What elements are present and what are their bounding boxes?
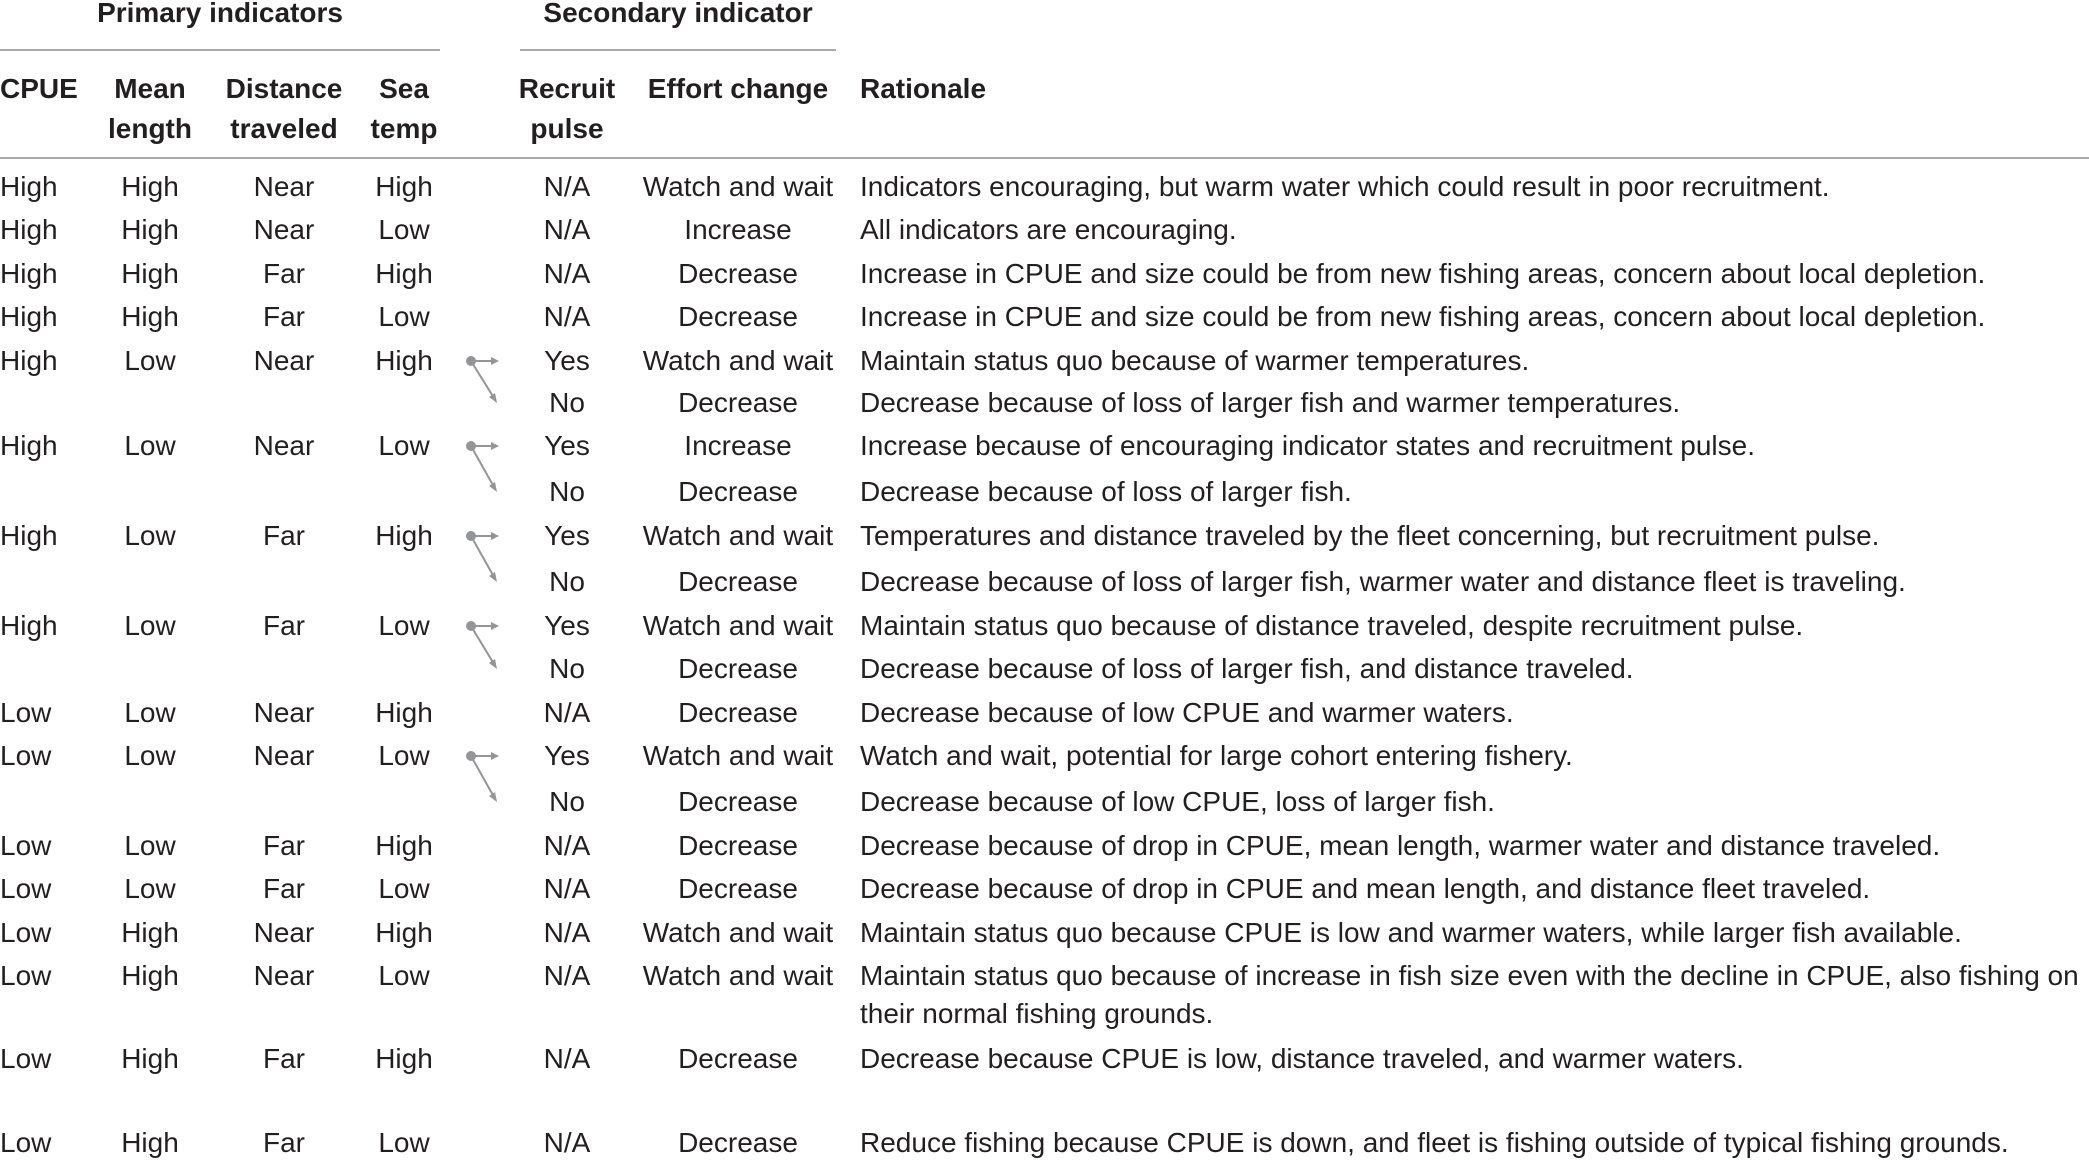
effort-change-cell: Watch and wait: [642, 610, 834, 641]
rationale-cell: Decrease because of low CPUE, loss of larger fish.: [860, 786, 1495, 817]
cpue-cell: Low: [0, 917, 52, 948]
sea-temp-cell: High: [375, 830, 433, 861]
group-rule-secondary: [520, 49, 836, 51]
rationale-cell: Maintain status quo because CPUE is low and warmer waters, while larger fish available.: [860, 917, 1962, 948]
cpue-cell: High: [0, 171, 58, 202]
distance-cell: Far: [263, 1127, 305, 1158]
effort-change-cell: Watch and wait: [642, 960, 834, 991]
cpue-cell: High: [0, 258, 58, 289]
recruit-pulse-cell: Yes: [544, 740, 590, 771]
cpue-cell: High: [0, 520, 58, 551]
mean-length-cell: Low: [124, 697, 176, 728]
effort-change-cell: Increase: [684, 214, 792, 245]
sea-temp-cell: High: [375, 697, 433, 728]
distance-cell: Near: [253, 171, 315, 202]
rationale-cell: Increase in CPUE and size could be from new fishing areas, concern about local depletion.: [860, 258, 1986, 289]
cpue-cell: High: [0, 214, 58, 245]
effort-change-cell: Decrease: [678, 653, 798, 684]
rationale-cell: Watch and wait, potential for large cohort entering fishery.: [860, 740, 1573, 771]
effort-change-cell: Decrease: [678, 476, 798, 507]
sea-temp-cell: Low: [378, 301, 430, 332]
effort-change-cell: Decrease: [678, 301, 798, 332]
rationale-cell: Decrease because of loss of larger fish and warmer temperatures.: [860, 387, 1681, 418]
effort-change-cell: Watch and wait: [642, 171, 834, 202]
distance-cell: Far: [263, 1043, 305, 1074]
cpue-cell: Low: [0, 697, 52, 728]
rationale-cell: Decrease because of loss of larger fish.: [860, 476, 1352, 507]
sea-temp-cell: Low: [378, 740, 430, 771]
distance-cell: Near: [253, 917, 315, 948]
column-header-sea-temp: Sea temp: [370, 73, 438, 144]
effort-change-cell: Decrease: [678, 1127, 798, 1158]
rationale-cell: Decrease because CPUE is low, distance traveled, and warmer waters.: [860, 1043, 1744, 1074]
recruit-pulse-cell: N/A: [543, 830, 591, 861]
branch-arrow-icon: [462, 353, 502, 411]
effort-change-cell: Decrease: [678, 258, 798, 289]
recruit-pulse-cell: N/A: [543, 214, 591, 245]
rationale-cell: Increase because of encouraging indicator states and recruitment pulse.: [860, 430, 1755, 461]
group-header-secondary: Secondary indicator: [543, 0, 813, 28]
branch-arrow-icon: [462, 618, 502, 677]
recruit-pulse-cell: Yes: [544, 430, 590, 461]
mean-length-cell: High: [121, 1043, 179, 1074]
distance-cell: Near: [253, 960, 315, 991]
mean-length-cell: Low: [124, 830, 176, 861]
cpue-cell: High: [0, 610, 58, 641]
branch-arrow-icon: [462, 438, 502, 500]
mean-length-cell: Low: [124, 520, 176, 551]
sea-temp-cell: High: [375, 1043, 433, 1074]
recruit-pulse-cell: Yes: [544, 610, 590, 641]
column-header-cpue: CPUE: [0, 73, 78, 104]
mean-length-cell: High: [121, 301, 179, 332]
column-header-effort-change: Effort change: [647, 73, 829, 104]
rationale-cell: Decrease because of drop in CPUE and mean length, and distance fleet traveled.: [860, 873, 1871, 904]
column-header-distance-traveled: Distance traveled: [225, 73, 343, 144]
sea-temp-cell: Low: [378, 1127, 430, 1158]
distance-cell: Far: [263, 301, 305, 332]
distance-cell: Near: [253, 430, 315, 461]
recruit-pulse-cell: N/A: [543, 697, 591, 728]
effort-change-cell: Increase: [684, 430, 792, 461]
recruit-pulse-cell: No: [549, 653, 585, 684]
rationale-cell: All indicators are encouraging.: [860, 214, 1237, 245]
column-header-rationale: Rationale: [860, 73, 987, 104]
sea-temp-cell: Low: [378, 873, 430, 904]
branch-arrow-icon: [462, 528, 502, 590]
distance-cell: Far: [263, 610, 305, 641]
effort-change-cell: Decrease: [678, 697, 798, 728]
effort-change-cell: Decrease: [678, 830, 798, 861]
mean-length-cell: High: [121, 917, 179, 948]
mean-length-cell: Low: [124, 873, 176, 904]
recruit-pulse-cell: N/A: [543, 917, 591, 948]
distance-cell: Far: [263, 873, 305, 904]
cpue-cell: Low: [0, 1127, 52, 1158]
recruit-pulse-cell: N/A: [543, 1127, 591, 1158]
rationale-cell: Decrease because of low CPUE and warmer waters.: [860, 697, 1514, 728]
sea-temp-cell: High: [375, 917, 433, 948]
recruit-pulse-cell: No: [549, 786, 585, 817]
column-header-recruit-pulse: Recruit pulse: [518, 73, 616, 144]
sea-temp-cell: High: [375, 258, 433, 289]
effort-change-cell: Watch and wait: [642, 345, 834, 376]
distance-cell: Near: [253, 345, 315, 376]
cpue-cell: High: [0, 430, 58, 461]
distance-cell: Far: [263, 830, 305, 861]
cpue-cell: Low: [0, 1043, 52, 1074]
recruit-pulse-cell: N/A: [543, 873, 591, 904]
distance-cell: Near: [253, 214, 315, 245]
effort-change-cell: Watch and wait: [642, 740, 834, 771]
effort-change-cell: Watch and wait: [642, 917, 834, 948]
cpue-cell: Low: [0, 830, 52, 861]
sea-temp-cell: High: [375, 520, 433, 551]
distance-cell: Near: [253, 740, 315, 771]
effort-change-cell: Decrease: [678, 566, 798, 597]
recruit-pulse-cell: No: [549, 476, 585, 507]
rationale-cell: Increase in CPUE and size could be from new fishing areas, concern about local depletion.: [860, 301, 1986, 332]
distance-cell: Far: [263, 258, 305, 289]
cpue-cell: High: [0, 345, 58, 376]
sea-temp-cell: High: [375, 345, 433, 376]
recruit-pulse-cell: No: [549, 387, 585, 418]
group-rule-primary: [0, 49, 440, 51]
rationale-cell: Indicators encouraging, but warm water which could result in poor recruitment.: [860, 171, 1830, 202]
sea-temp-cell: High: [375, 171, 433, 202]
sea-temp-cell: Low: [378, 430, 430, 461]
sea-temp-cell: Low: [378, 610, 430, 641]
cpue-cell: Low: [0, 740, 52, 771]
recruit-pulse-cell: N/A: [543, 171, 591, 202]
mean-length-cell: Low: [124, 430, 176, 461]
mean-length-cell: High: [121, 214, 179, 245]
recruit-pulse-cell: N/A: [543, 301, 591, 332]
recruit-pulse-cell: No: [549, 566, 585, 597]
distance-cell: Near: [253, 697, 315, 728]
header-rule: [0, 157, 2089, 159]
mean-length-cell: Low: [124, 610, 176, 641]
recruit-pulse-cell: N/A: [543, 1043, 591, 1074]
rationale-cell: Reduce fishing because CPUE is down, and fleet is fishing outside of typical fishing grounds.: [860, 1127, 2009, 1158]
mean-length-cell: High: [121, 1127, 179, 1158]
rationale-cell: Temperatures and distance traveled by the fleet concerning, but recruitment pulse.: [860, 520, 1880, 551]
recruit-pulse-cell: N/A: [543, 258, 591, 289]
rationale-cell: Maintain status quo because of increase in fish size even with the decline in CPUE, also fishing on their normal fishing grounds.: [860, 960, 2079, 1029]
effort-change-cell: Decrease: [678, 387, 798, 418]
mean-length-cell: High: [121, 960, 179, 991]
rationale-cell: Decrease because of loss of larger fish, warmer water and distance fleet is traveling.: [860, 566, 1906, 597]
sea-temp-cell: Low: [378, 960, 430, 991]
rationale-cell: Maintain status quo because of warmer temperatures.: [860, 345, 1530, 376]
sea-temp-cell: Low: [378, 214, 430, 245]
group-header-primary: Primary indicators: [97, 0, 343, 28]
mean-length-cell: High: [121, 171, 179, 202]
rationale-cell: Maintain status quo because of distance traveled, despite recruitment pulse.: [860, 610, 1804, 641]
branch-arrow-icon: [462, 748, 502, 810]
effort-change-cell: Decrease: [678, 1043, 798, 1074]
cpue-cell: Low: [0, 960, 52, 991]
recruit-pulse-cell: N/A: [543, 960, 591, 991]
mean-length-cell: High: [121, 258, 179, 289]
cpue-cell: Low: [0, 873, 52, 904]
effort-change-cell: Watch and wait: [642, 520, 834, 551]
cpue-cell: High: [0, 301, 58, 332]
effort-change-cell: Decrease: [678, 786, 798, 817]
distance-cell: Far: [263, 520, 305, 551]
rationale-cell: Decrease because of drop in CPUE, mean length, warmer water and distance traveled.: [860, 830, 1941, 861]
column-header-mean-length: Mean length: [108, 73, 192, 144]
recruit-pulse-cell: Yes: [544, 345, 590, 376]
mean-length-cell: Low: [124, 345, 176, 376]
recruit-pulse-cell: Yes: [544, 520, 590, 551]
mean-length-cell: Low: [124, 740, 176, 771]
rationale-cell: Decrease because of loss of larger fish, and distance traveled.: [860, 653, 1634, 684]
effort-change-cell: Decrease: [678, 873, 798, 904]
